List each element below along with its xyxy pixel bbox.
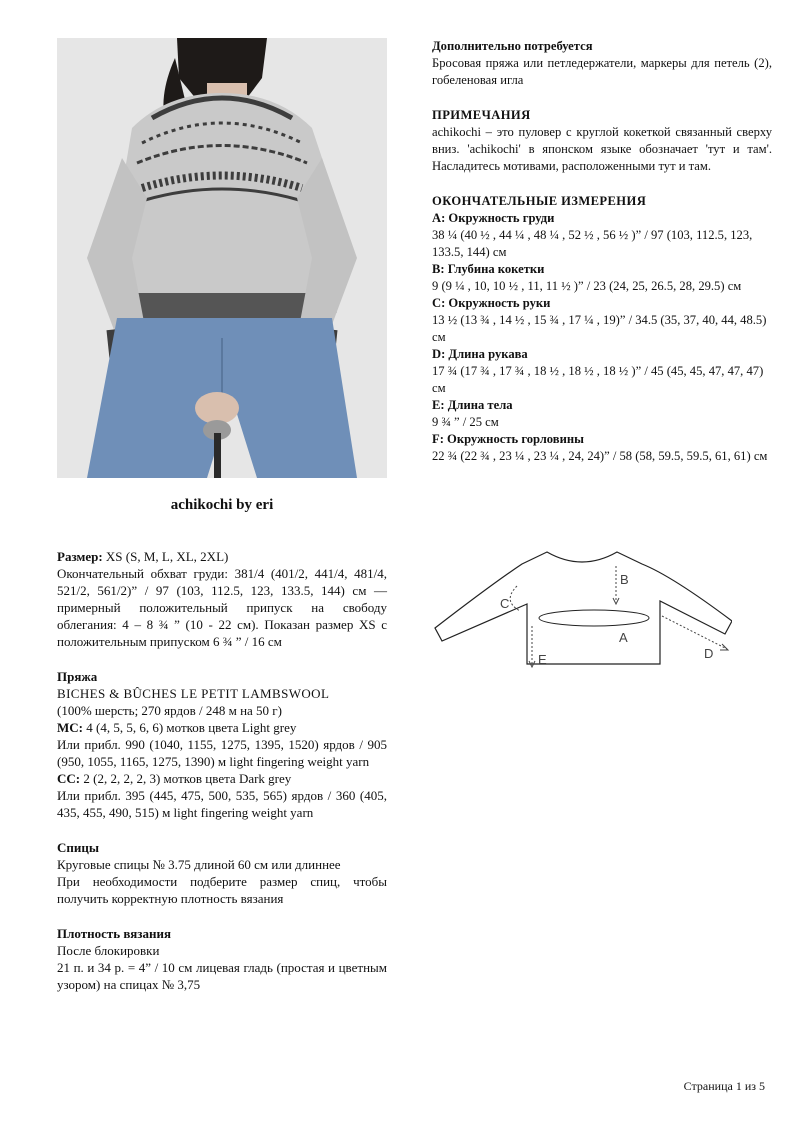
yarn-title: Пряжа [57, 669, 98, 684]
notes-title: ПРИМЕЧАНИЯ [432, 108, 531, 122]
mc-label: MC: [57, 720, 83, 735]
measurement-value: 9 (9 ¼ , 10, 10 ½ , 11, 11 ½ )” / 23 (24, 25, 26.5, 28, 29.5) см [432, 279, 742, 293]
yarn-mc [57, 719, 387, 736]
schematic-svg [432, 546, 732, 676]
notions-title: Дополнительно потребуется [432, 39, 593, 53]
yarn-composition: (100% шерсть; 270 ярдов / 248 м на 50 г) [57, 703, 282, 718]
diagram-letter-a: A [619, 630, 628, 645]
diagram-letter-d: D [704, 646, 714, 661]
yarn-cc-text: Или прибл. 395 (445, 475, 500, 535, 565) ярдов / 360 (405, 435, 455, 490, 515) м light fingering weight yarn [57, 788, 387, 820]
needles-line2: При необходимости подберите размер спиц, чтобы получить корректную плотность вязания [57, 874, 387, 906]
chest-ellipse [539, 610, 649, 626]
notes-text: achikochi – это пуловер с круглой кокеткой связанный сверху вниз. 'achikochi' в японском языке обозначает 'тут и там'. Насладитесь мотивами, расположенными тут и там. [432, 125, 772, 173]
right-column [432, 38, 772, 465]
measurement-value: 9 ¾ ” / 25 см [432, 415, 499, 429]
measurement-label: B: Глубина кокетки [432, 262, 545, 276]
diagram-letter-b: B [620, 572, 629, 587]
needles-line1: Круговые спицы № 3.75 длиной 60 см или длиннее [57, 857, 341, 872]
cc-value: 2 (2, 2, 2, 2, 3) мотков цвета Dark grey [80, 771, 292, 786]
measurement-value: 22 ¾ (22 ¾ , 23 ¼ , 23 ¼ , 24, 24)” / 58 (58, 59.5, 59.5, 61, 61) см [432, 449, 768, 463]
cc-label: CC: [57, 771, 81, 786]
gauge-title: Плотность вязания [57, 926, 172, 941]
yarn-mc-text: Или прибл. 990 (1040, 1155, 1275, 1395, 1520) ярдов / 905 (950, 1055, 1165, 1275, 1390) м light fingering weight yarn [57, 737, 387, 769]
schematic-diagram [432, 546, 732, 676]
left-column [57, 548, 387, 993]
measurements-title: ОКОНЧАТЕЛЬНЫЕ ИЗМЕРЕНИЯ [432, 194, 647, 208]
measurement-label: F: Окружность горловины [432, 432, 584, 446]
pattern-caption: achikochi by eri [170, 497, 274, 513]
yarn-brand: BICHES & BÛCHES LE PETIT LAMBSWOOL [57, 686, 330, 701]
measurement-value: 38 ¼ (40 ½ , 44 ¼ , 48 ¼ , 52 ½ , 56 ½ )” / 97 (103, 112.5, 123, 133.5, 144) см [432, 228, 753, 259]
measurements-list [432, 210, 772, 465]
needles-title: Спицы [57, 840, 100, 855]
gauge-line2: 21 п. и 34 р. = 4” / 10 см лицевая гладь (простая и цветным узором) на спицах № 3,75 [57, 960, 387, 992]
diagram-letter-e: E [538, 652, 547, 667]
size-value: XS (S, M, L, XL, 2XL) [102, 549, 229, 564]
sweater-photo [57, 38, 387, 478]
yarn-cc [57, 770, 387, 787]
page-number: Страница 1 из 5 [683, 1079, 765, 1093]
sweater-outline [435, 552, 732, 664]
measurement-label: A: Окружность груди [432, 211, 555, 225]
size-label: Размер: [57, 549, 103, 564]
gauge-line1: После блокировки [57, 943, 160, 958]
size-paragraph [57, 548, 387, 565]
measurement-label: D: Длина рукава [432, 347, 528, 361]
measurement-label: C: Окружность руки [432, 296, 551, 310]
size-text: Окончательный обхват груди: 381/4 (401/2, 441/4, 481/4, 521/2, 561/2)” / 97 (103, 112.5, 123, 133.5, 144) см — примерный положительный припуск на свободу облегания: 4 – 8 ¾ ” (10 - 22 см). Показан размер XS с положительным припуском 6 ¾ ” / 16 см [57, 566, 387, 649]
measurement-value: 17 ¾ (17 ¾ , 17 ¾ , 18 ½ , 18 ½ , 18 ½ )” / 45 (45, 45, 47, 47, 47) см [432, 364, 764, 395]
diagram-letter-c: C [500, 596, 510, 611]
measurement-label: E: Длина тела [432, 398, 513, 412]
notions-text: Бросовая пряжа или петледержатели, маркеры для петель (2), гобеленовая игла [432, 56, 772, 87]
measurement-value: 13 ½ (13 ¾ , 14 ½ , 15 ¾ , 17 ¼ , 19)” / 34.5 (35, 37, 40, 44, 48.5) см [432, 313, 767, 344]
mc-value: 4 (4, 5, 5, 6, 6) мотков цвета Light grey [83, 720, 297, 735]
sweater-photo-illustration [57, 38, 387, 478]
